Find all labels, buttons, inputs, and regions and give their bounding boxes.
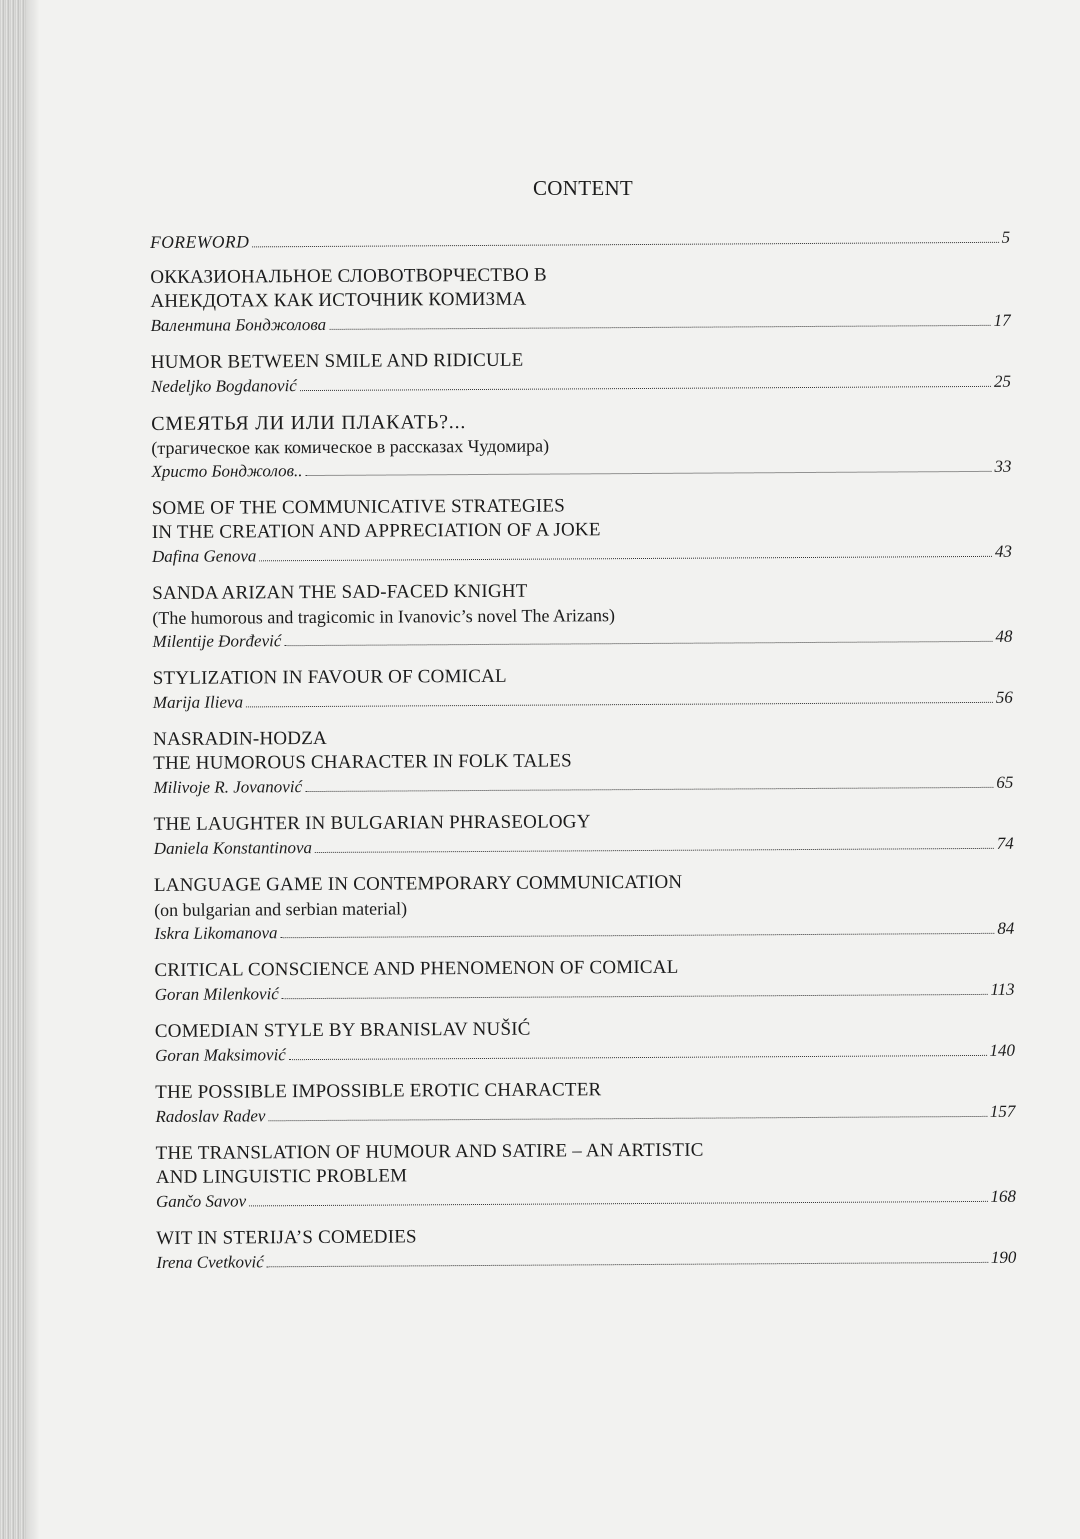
leader-dots [246,702,993,708]
toc-title-line: SOME OF THE COMMUNICATIVE STRATEGIES [151,495,566,519]
toc-title-line: HUMOR BETWEEN SMILE AND RIDICULE [150,349,524,373]
leader-dots [252,242,998,248]
author-name: Nedeljko Bogdanović [150,376,297,396]
author-name: Gančo Savov [155,1191,247,1211]
leader-dots [305,787,993,792]
author-name: Dafina Genova [151,546,257,566]
page-number: 113 [990,979,1015,999]
page-number: 25 [993,371,1011,391]
leader-dots [315,848,994,853]
page-number: 140 [989,1040,1016,1060]
toc-title-line: NASRADIN-HODZA [153,727,327,750]
toc-entry [156,1222,1016,1275]
toc-title-line: THE LAUGHTER IN BULGARIAN PHRASEOLOGY [153,811,591,835]
leader-dots [289,1055,987,1060]
toc-title-line: (трагическое как комическое в рассказах Чудомира) [151,435,550,458]
toc-entry [150,261,1010,338]
page-number: 17 [993,310,1011,330]
toc-title-line: WIT IN STERIJA’S COMEDIES [156,1226,417,1249]
author-name: Валентина Бонджолова [150,314,327,335]
toc-author-line [150,225,1010,255]
leader-dots [329,325,990,330]
author-name: Milivoje R. Jovanović [153,777,303,797]
book-spine-edge [0,0,26,1539]
toc-entry-foreword [150,225,1010,255]
toc-author-line [151,455,1011,484]
toc-title-line: (on bulgarian and serbian material) [154,898,408,920]
leader-dots [268,1116,986,1121]
author-name: Goran Maksimović [154,1045,286,1065]
toc-entries [150,261,1016,1275]
author-name: Radoslav Radev [155,1106,266,1126]
page-number: 157 [989,1101,1016,1121]
toc-title-line: AND LINGUISTIC PROBLEM [155,1165,408,1188]
page-number: 190 [990,1247,1017,1267]
toc-entry [151,407,1011,484]
toc-entry [154,869,1014,946]
leader-dots [259,556,992,561]
toc-author-line [155,1039,1015,1068]
page-number: 5 [1001,227,1011,247]
page-number: 84 [997,918,1015,938]
toc-author-line [154,832,1014,861]
toc-title-line: THE POSSIBLE IMPOSSIBLE EROTIC CHARACTER [155,1079,602,1103]
leader-dots [284,641,992,646]
author-name: Daniela Konstantinova [153,838,313,858]
toc-entry [152,577,1012,654]
leader-dots [267,1262,988,1267]
toc-entry [156,1137,1016,1214]
leader-dots [305,471,991,476]
page-number: 56 [995,687,1013,707]
author-name: Goran Milenković [154,984,279,1004]
toc-title-line: STYLIZATION IN FAVOUR OF COMICAL [152,665,507,689]
gutter-shadow [26,0,40,1539]
leader-dots [281,933,995,938]
toc-title-line: LANGUAGE GAME IN CONTEMPORARY COMMUNICATION [153,871,683,896]
toc-title-line: ОККАЗИОНАЛЬНОЕ СЛОВОТВОРЧЕСТВО В [150,264,547,288]
foreword-label: FOREWORD [150,231,250,252]
toc-author-line [153,771,1013,800]
page-number: 74 [996,833,1014,853]
toc-author-line [151,309,1011,338]
page-title: CONTENT [532,176,634,200]
author-name: Христо Бонджолов.. [151,461,303,481]
page-number: 33 [994,456,1012,476]
page-number: 168 [990,1186,1016,1206]
page-number: 43 [994,541,1013,561]
author-name: Iskra Likomanova [154,923,278,943]
toc-entry [154,808,1014,861]
leader-dots [300,386,991,391]
toc-entry [154,954,1014,1007]
toc-entry [151,346,1011,399]
toc-title-line: АНЕКДОТАХ КАК ИСТОЧНИК КОМИЗМА [150,288,527,312]
toc-title-line: THE TRANSLATION OF HUMOUR AND SATIRE – AN ARTISTIC [155,1139,704,1164]
toc-title-line: CRITICAL CONSCIENCE AND PHENOMENON OF COMICAL [154,956,679,981]
author-name: Irena Cvetković [156,1252,264,1272]
author-name: Marija Ilieva [152,692,244,712]
page-number: 65 [996,772,1014,792]
toc-title-line: (The humorous and tragicomic in Ivanovic’s novel The Arizans) [152,605,615,628]
toc-title-line: SANDA ARIZAN THE SAD-FACED KNIGHT [152,580,528,604]
toc-title-line: СМЕЯТЬЯ ЛИ ИЛИ ПЛАКАТЬ?... [151,411,467,435]
toc-title-line: IN THE CREATION AND APPRECIATION OF A JOKE [151,519,601,543]
toc-entry [153,662,1013,715]
toc-entry [155,1076,1015,1129]
toc-title-line: COMEDIAN STYLE BY BRANISLAV NUŠIĆ [154,1018,531,1042]
page-number: 48 [995,626,1013,646]
toc-entry [153,723,1013,800]
table-of-contents [150,225,1016,1288]
leader-dots [282,994,988,999]
toc-author-line [151,370,1011,399]
toc-title-line: THE HUMOROUS CHARACTER IN FOLK TALES [153,750,572,774]
author-name: Milentije Đorđević [152,631,282,651]
toc-entry [152,492,1012,569]
toc-entry [155,1015,1015,1068]
leader-dots [249,1201,987,1207]
